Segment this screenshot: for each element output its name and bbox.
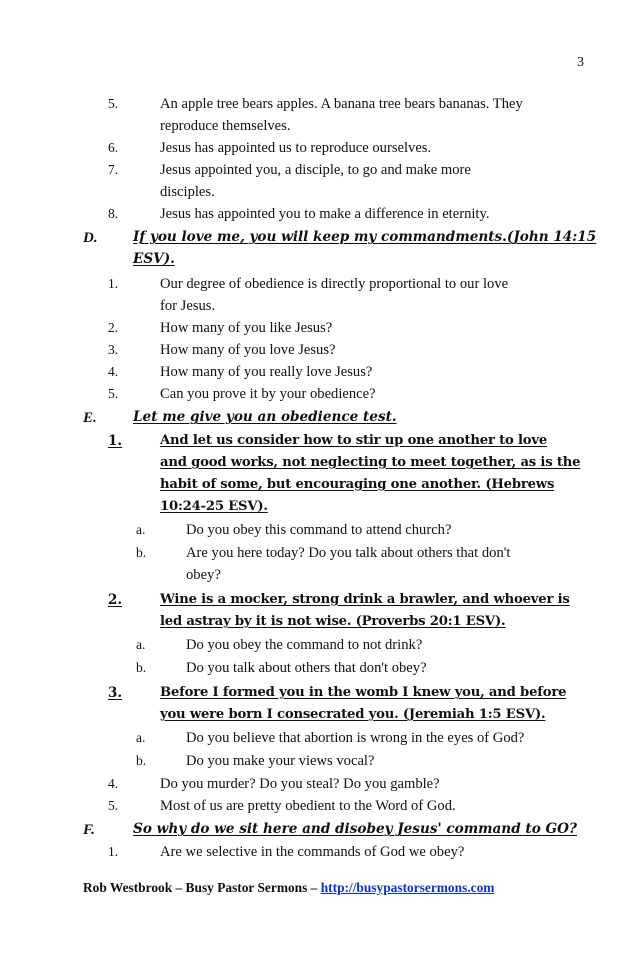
list-item-text: Do you make your views vocal? xyxy=(186,753,375,769)
list-item-text: Are we selective in the commands of God we obey? xyxy=(160,844,465,860)
list-number: 4. xyxy=(108,776,119,791)
section-heading: Let me give you an obedience test. xyxy=(133,409,397,425)
scripture-text: and good works, not neglecting to meet together, as is the xyxy=(160,455,581,470)
list-item-text: for Jesus. xyxy=(160,298,216,314)
list-item-text: Jesus has appointed you to make a difference in eternity. xyxy=(160,206,490,222)
list-item-text: Jesus appointed you, a disciple, to go and make more xyxy=(160,162,471,178)
list-number: 3. xyxy=(108,342,119,357)
list-item-text: Our degree of obedience is directly proportional to our love xyxy=(160,276,509,292)
list-letter: b. xyxy=(136,660,147,675)
list-number: 1. xyxy=(108,844,119,859)
section-heading: ESV). xyxy=(133,251,175,267)
section-heading: If you love me, you will keep my commandments.(John 14:15 xyxy=(133,229,597,245)
scripture-text: 10:24-25 ESV). xyxy=(160,499,268,514)
scripture-text: habit of some, but encouraging one another. (Hebrews xyxy=(160,477,555,492)
list-item-text: Do you talk about others that don't obey? xyxy=(186,660,427,676)
list-number: 8. xyxy=(108,206,119,221)
list-item-text: Do you obey the command to not drink? xyxy=(186,637,423,653)
list-item-text: Jesus has appointed us to reproduce ourselves. xyxy=(160,140,432,156)
list-number: 1. xyxy=(108,433,123,449)
list-item-text: disciples. xyxy=(160,184,215,200)
list-item-text: Can you prove it by your obedience? xyxy=(160,386,376,402)
list-number: 7. xyxy=(108,162,119,177)
list-item-text: Most of us are pretty obedient to the Word of God. xyxy=(160,798,456,814)
list-number: 5. xyxy=(108,96,119,111)
section-letter: E. xyxy=(83,410,97,426)
scripture-text: And let us consider how to stir up one another to love xyxy=(160,433,548,448)
list-item-text: Do you obey this command to attend church? xyxy=(186,522,452,538)
list-number: 2. xyxy=(108,592,123,608)
list-item-text: An apple tree bears apples. A banana tree bears bananas. They xyxy=(160,96,523,112)
page-number: 3 xyxy=(577,55,584,70)
list-item-text: How many of you love Jesus? xyxy=(160,342,336,358)
page-footer xyxy=(83,880,494,896)
list-item-text: obey? xyxy=(186,567,221,583)
list-item-text: reproduce themselves. xyxy=(160,118,291,134)
section-heading: So why do we sit here and disobey Jesus' command to GO? xyxy=(133,821,577,837)
list-letter: a. xyxy=(136,637,146,652)
list-number: 5. xyxy=(108,386,119,401)
list-letter: a. xyxy=(136,522,146,537)
list-number: 6. xyxy=(108,140,119,155)
section-letter: D. xyxy=(83,230,98,246)
footer-link[interactable]: http://busypastorsermons.com xyxy=(320,880,495,895)
list-item-text: Do you murder? Do you steal? Do you gamble? xyxy=(160,776,440,792)
list-item-text: How many of you really love Jesus? xyxy=(160,364,373,380)
scripture-text: led astray by it is not wise. (Proverbs 20:1 ESV). xyxy=(160,614,506,629)
scripture-text: you were born I consecrated you. (Jeremiah 1:5 ESV). xyxy=(160,707,546,722)
footer-text: Rob Westbrook – Busy Pastor Sermons – xyxy=(83,880,321,895)
section-letter: F. xyxy=(83,822,95,838)
list-letter: b. xyxy=(136,753,147,768)
list-number: 1. xyxy=(108,276,119,291)
list-letter: a. xyxy=(136,730,146,745)
list-number: 2. xyxy=(108,320,119,335)
list-number: 4. xyxy=(108,364,119,379)
list-number: 3. xyxy=(108,685,123,701)
list-item-text: How many of you like Jesus? xyxy=(160,320,333,336)
list-item-text: Are you here today? Do you talk about others that don't xyxy=(186,545,511,561)
scripture-text: Before I formed you in the womb I knew you, and before xyxy=(160,685,567,700)
list-number: 5. xyxy=(108,798,119,813)
scripture-text: Wine is a mocker, strong drink a brawler, and whoever is xyxy=(160,592,570,607)
list-letter: b. xyxy=(136,545,147,560)
list-item-text: Do you believe that abortion is wrong in the eyes of God? xyxy=(186,730,525,746)
